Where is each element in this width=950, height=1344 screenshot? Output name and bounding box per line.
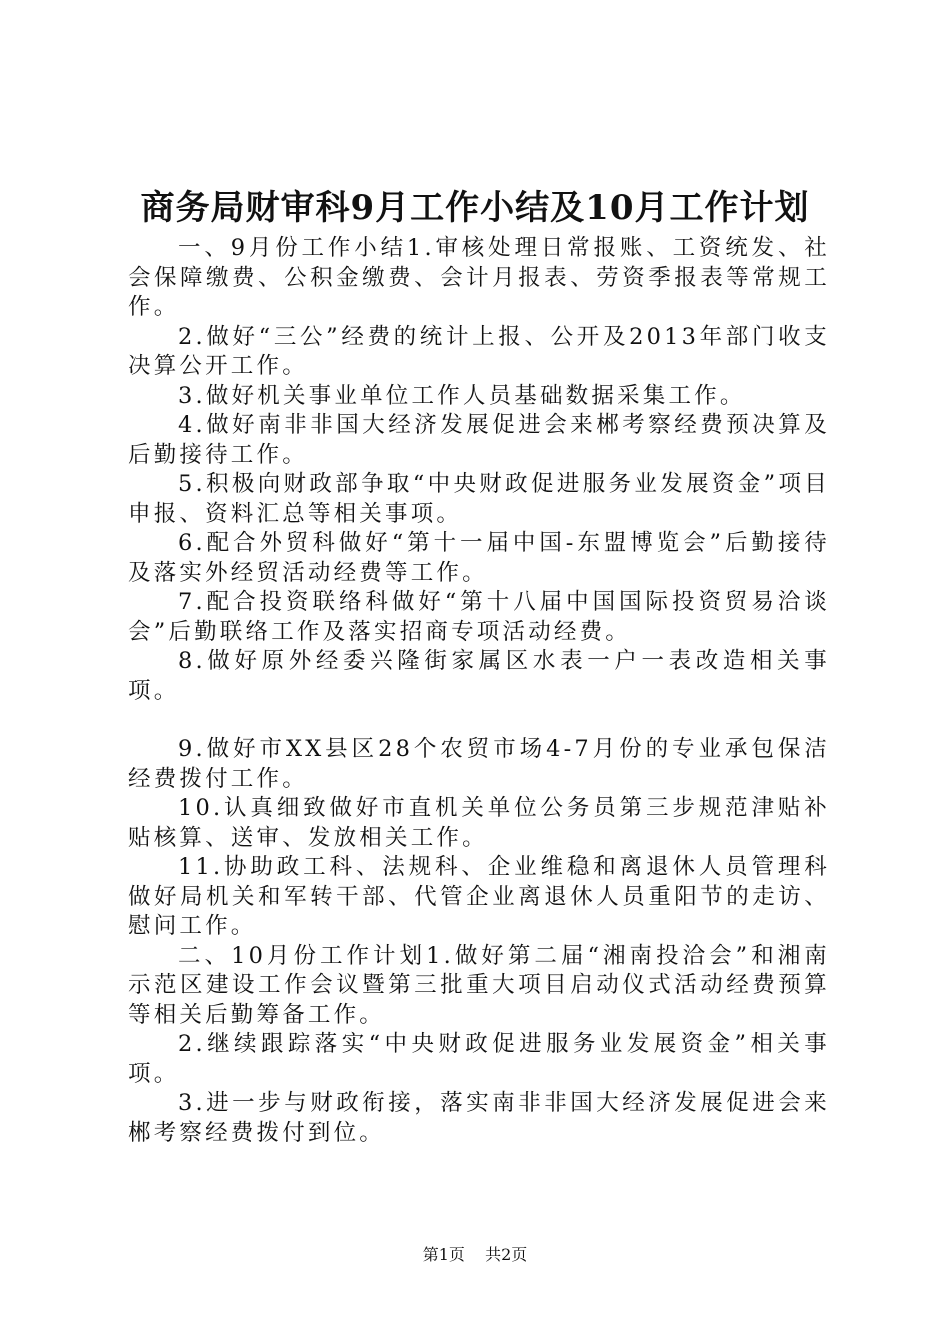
document-body [128,234,830,1148]
paragraph-gap [128,706,830,735]
page-number: 第1页 [422,1245,465,1264]
paragraph-summary-10: 10.认真细致做好市直机关单位公务员第三步规范津贴补贴核算、送审、发放相关工作。 [128,795,830,851]
paragraph-summary-6: 6.配合外贸科做好“第十一届中国-东盟博览会”后勤接待及落实外经贸活动经费等工作。 [128,530,830,586]
paragraph-summary-8: 8.做好原外经委兴隆街家属区水表一户一表改造相关事项。 [128,648,830,704]
document-title: 商务局财审科9月工作小结及10月工作计划 [140,188,810,228]
paragraph-summary-3: 3.做好机关事业单位工作人员基础数据采集工作。 [178,382,746,409]
page-total: 共2页 [485,1245,528,1264]
paragraph-summary-2: 2.做好“三公”经费的统计上报、公开及2013年部门收支决算公开工作。 [128,323,830,379]
paragraph-summary-7: 7.配合投资联络科做好“第十八届中国国际投资贸易洽谈会”后勤联络工作及落实招商专项活动经费。 [128,589,830,645]
paragraph-plan-1: 二、10月份工作计划1.做好第二届“湘南投洽会”和湘南示范区建设工作会议暨第三批重大项目启动仪式活动经费预算等相关后勤筹备工作。 [128,942,830,1028]
paragraph-summary-11: 11.协助政工科、法规科、企业维稳和离退休人员管理科做好局机关和军转干部、代管企业离退休人员重阳节的走访、慰问工作。 [128,854,830,939]
paragraph-summary-5: 5.积极向财政部争取“中央财政促进服务业发展资金”项目申报、资料汇总等相关事项。 [128,471,830,527]
paragraph-summary-1: 一、9月份工作小结1.审核处理日常报账、工资统发、社会保障缴费、公积金缴费、会计月报表、劳资季报表等常规工作。 [128,235,830,320]
paragraph-plan-3: 3.进一步与财政衔接，落实南非非国大经济发展促进会来郴考察经费拨付到位。 [128,1090,830,1146]
paragraph-plan-2: 2.继续跟踪落实“中央财政促进服务业发展资金”相关事项。 [128,1031,830,1087]
paragraph-summary-9: 9.做好市XX县区28个农贸市场4-7月份的专业承包保洁经费拨付工作。 [128,736,830,792]
paragraph-summary-4: 4.做好南非非国大经济发展促进会来郴考察经费预决算及后勤接待工作。 [128,412,830,468]
page-footer [0,1244,950,1266]
